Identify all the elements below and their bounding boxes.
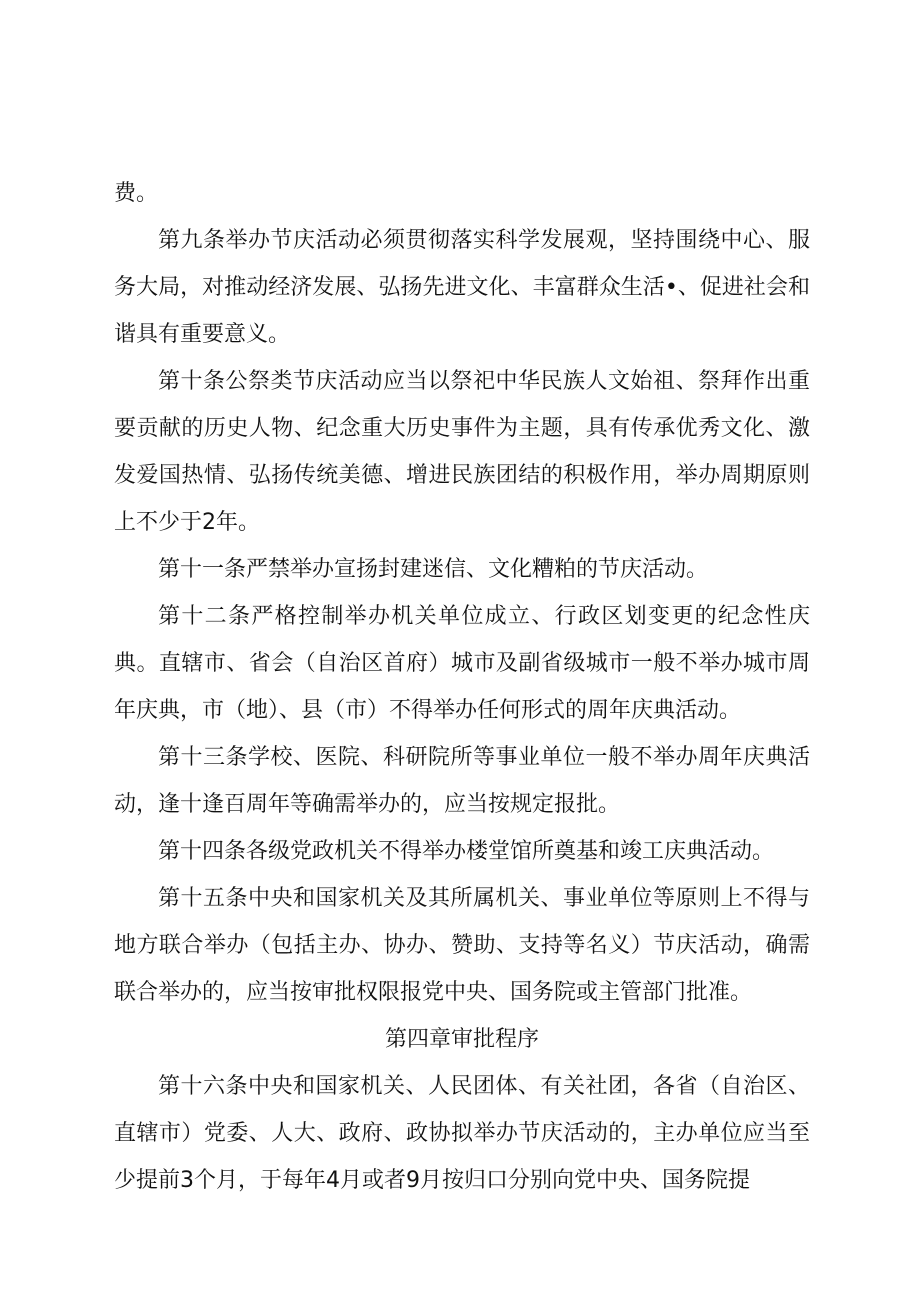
article-9: 第九条举办节庆活动必须贯彻落实科学发展观，坚持围绕中心、服务大局，对推动经济发展、弘扬先进文化、丰富群众生活•、促进社会和谐具有重要意义。 <box>114 228 810 347</box>
article-10: 第十条公祭类节庆活动应当以祭祀中华民族人文始祖、祭拜作出重要贡献的历史人物、纪念重大历史事件为主题，具有传承优秀文化、激发爱国热情、弘扬传统美德、增进民族团结的积极作用，举办周期原则上不少于2年。 <box>114 369 810 535</box>
article-15: 第十五条中央和国家机关及其所属机关、事业单位等原则上不得与地方联合举办（包括主办、协办、赞助、支持等名义）节庆活动，确需联合举办的，应当按审批权限报党中央、国务院或主管部门批准。 <box>114 886 810 1005</box>
article-11: 第十一条严禁举办宣扬封建迷信、文化糟粕的节庆活动。 <box>158 557 709 582</box>
continuation-fragment: 费。 <box>114 181 159 206</box>
document-body <box>114 170 810 1204</box>
article-16: 第十六条中央和国家机关、人民团体、有关社团，各省（自治区、直辖市）党委、人大、政府、政协拟举办节庆活动的，主办单位应当至少提前3个月，于每年4月或者9月按归口分别向党中央、国务院提 <box>114 1074 810 1193</box>
article-13: 第十三条学校、医院、科研院所等事业单位一般不举办周年庆典活动，逢十逢百周年等确需举办的，应当按规定报批。 <box>114 745 810 817</box>
article-14: 第十四条各级党政机关不得举办楼堂馆所奠基和竣工庆典活动。 <box>158 839 775 864</box>
article-12: 第十二条严格控制举办机关单位成立、行政区划变更的纪念性庆典。直辖市、省会（自治区首府）城市及副省级城市一般不举办城市周年庆典，市（地）、县（市）不得举办任何形式的周年庆典活动。 <box>114 604 810 723</box>
chapter-heading: 第四章审批程序 <box>384 1027 539 1052</box>
